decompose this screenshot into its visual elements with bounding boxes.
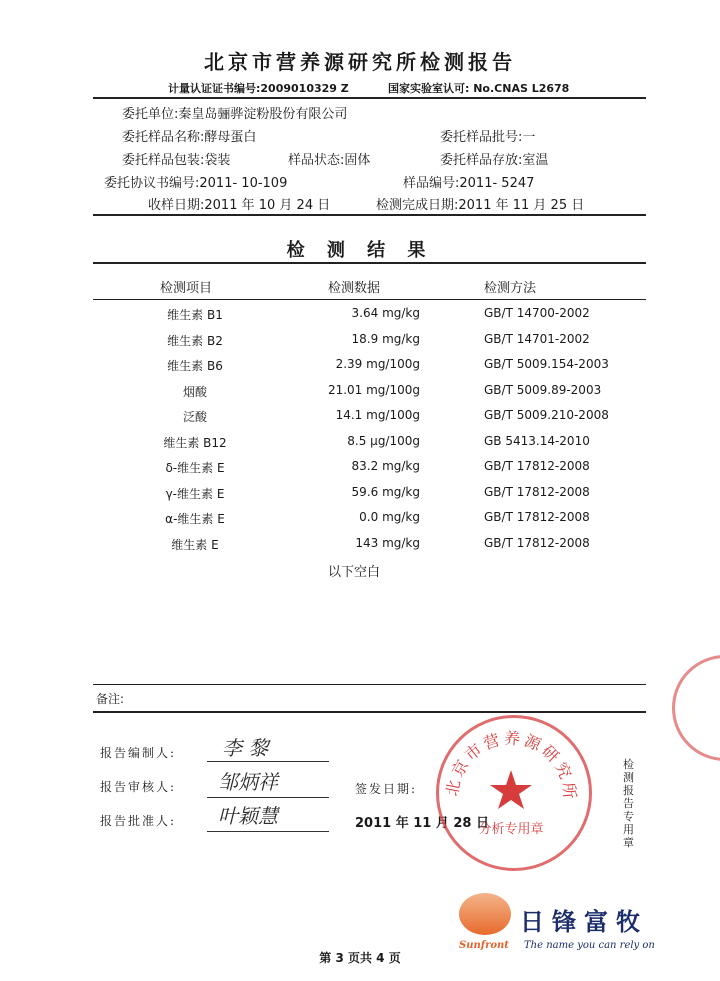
compiled-by-signature: 李 黎 [222,736,269,760]
agreement-number [104,172,287,191]
col-header-value: 检测数据 [328,281,381,296]
partial-seal-edge [672,655,720,761]
completed-date-value: 2011 年 11 月 25 日 [458,198,585,213]
metrology-cert-number: 计量认证证书编号:2009010329 Z [168,82,349,95]
col-header-item: 检测项目 [160,281,213,296]
sample-number-label: 样品编号: [403,176,460,191]
col-header-method: 检测方法 [484,281,537,296]
result-value: 3.64 mg/kg [351,306,420,320]
sample-batch-value: 一 [522,130,536,145]
table-row [0,485,720,510]
table-row [0,383,720,408]
table-row [0,408,720,433]
result-value: 21.01 mg/100g [327,382,420,397]
sample-storage [440,149,548,168]
remarks-top-rule [93,684,646,685]
completed-date [376,194,584,213]
table-row [0,306,720,331]
result-item: 维生素 B2 [167,333,223,348]
seal-sub-text: 分析专用章 [478,822,544,837]
result-method: GB/T 5009.89-2003 [484,382,602,397]
header-divider [93,97,646,99]
cnas-accreditation: 国家实验室认可: No.CNAS L2678 [388,82,570,95]
table-row [0,332,720,357]
result-method: GB/T 14701-2002 [484,331,590,346]
result-value: 59.6 mg/kg [351,484,420,499]
seal-star-icon [490,770,532,809]
page-indicator: 第 3 页共 4 页 [319,951,401,965]
seal-arc-text-path: 北京市营养源研究所 [442,728,580,803]
sample-storage-value: 室温 [522,153,549,168]
result-method: GB/T 17812-2008 [484,484,590,499]
sample-name-value: 酵母蛋白 [204,130,257,145]
table-row [0,459,720,484]
client-unit-label: 委托单位: [122,107,179,122]
result-value: 83.2 mg/kg [351,459,420,473]
sample-batch [440,126,535,145]
received-date [148,194,330,213]
sample-name [122,126,256,145]
official-seal [436,715,592,871]
result-item: 维生素 B12 [163,435,227,450]
compiled-by-line [207,761,329,762]
sample-package-label: 委托样品包装: [122,153,205,168]
logo-chinese-name: 日锋富牧 [520,907,648,936]
sample-storage-label: 委托样品存放: [440,153,523,168]
logo-slogan: The name you can rely on [524,940,655,951]
sample-batch-label: 委托样品批号: [440,130,523,145]
result-item: 维生素 B6 [167,359,223,373]
result-item: 泛酸 [182,410,207,424]
results-title: 检 测 结 果 [286,240,434,261]
logo-english-name: Sunfront [459,940,509,951]
client-unit [122,103,347,122]
info-divider [93,214,646,216]
reviewed-by-label: 报告审核人: [100,780,177,794]
approved-by-label: 报告批准人: [100,814,177,828]
table-row [0,357,720,382]
result-method: GB/T 5009.210-2008 [484,408,609,422]
table-row [0,434,720,459]
report-title: 北京市营养源研究所检测报告 [204,50,516,74]
issue-date-label: 签发日期: [355,782,418,796]
result-item: 烟酸 [182,384,207,399]
blank-below-note: 以下空白 [328,565,381,580]
sample-number-value: 2011- 5247 [459,176,535,191]
result-method: GB/T 17812-2008 [484,510,590,524]
approved-by-signature: 叶颖慧 [218,804,278,828]
sample-package [122,149,230,168]
reviewed-by-line [207,797,329,798]
result-item: 维生素 B1 [167,308,223,322]
sample-state-value: 固体 [344,153,371,168]
sample-state [288,149,370,168]
results-header-rule [93,299,646,300]
completed-date-label: 检测完成日期: [376,198,459,213]
table-row [0,510,720,535]
received-date-label: 收样日期: [148,198,205,213]
compiled-by-label: 报告编制人: [100,746,177,760]
result-method: GB/T 14700-2002 [484,306,590,320]
result-item: 维生素 E [171,537,219,552]
results-top-rule [93,262,646,264]
approved-by-line [207,831,329,832]
sample-state-label: 样品状态: [288,153,345,168]
result-value: 0.0 mg/kg [359,510,420,524]
sunfront-logo-icon [459,893,511,935]
result-method: GB/T 17812-2008 [484,459,590,473]
client-unit-value: 秦皇岛骊骅淀粉股份有限公司 [178,107,348,122]
table-row [0,536,720,561]
result-method: GB/T 5009.154-2003 [484,357,609,371]
reviewed-by-signature: 邹炳祥 [218,770,278,794]
received-date-value: 2011 年 10 月 24 日 [204,198,331,213]
agreement-number-label: 委托协议书编号: [104,176,200,191]
result-value: 2.39 mg/100g [335,357,420,371]
issue-date-value: 2011 年 11 月 28 日 [355,816,489,831]
remarks-label: 备注: [96,692,125,706]
result-value: 143 mg/kg [355,535,420,550]
result-item: γ-维生素 E [165,486,225,501]
agreement-number-value: 2011- 10-109 [199,176,288,191]
seal-graphic [436,715,586,865]
sample-package-value: 袋装 [204,153,231,168]
result-value: 14.1 mg/100g [335,408,420,422]
result-method: GB/T 17812-2008 [484,535,590,550]
sample-number [403,172,534,191]
result-item: δ-维生素 E [165,461,225,475]
remarks-bottom-rule [93,711,646,713]
report-stamp-side-text: 检测报告专用章 [623,758,634,849]
result-value: 18.9 mg/kg [351,331,420,346]
result-value: 8.5 μg/100g [347,433,420,448]
result-method: GB 5413.14-2010 [484,433,590,448]
result-item: α-维生素 E [165,512,225,526]
sample-name-label: 委托样品名称: [122,130,205,145]
